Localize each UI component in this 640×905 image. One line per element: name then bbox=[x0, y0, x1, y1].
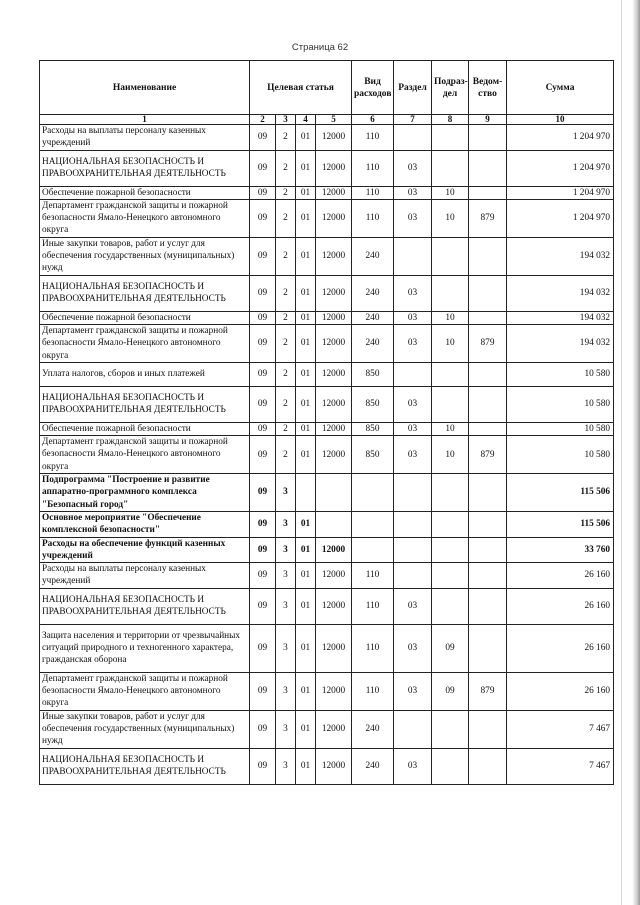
target-code-3: 01 bbox=[296, 237, 316, 275]
target-code-2: 2 bbox=[276, 237, 296, 275]
target-code-3: 01 bbox=[296, 386, 316, 422]
row-sum: 1 204 970 bbox=[507, 150, 614, 186]
target-code-4: 12000 bbox=[316, 125, 352, 151]
target-code-2: 3 bbox=[276, 474, 296, 512]
row-name: Защита населения и территории от чрезвычайных ситуаций природного и техногенного характера, гражданская оборона bbox=[40, 624, 250, 672]
section-code bbox=[394, 710, 432, 748]
expense-type bbox=[352, 474, 394, 512]
row-name: Уплата налогов, сборов и иных платежей bbox=[40, 362, 250, 386]
section-code: 03 bbox=[394, 624, 432, 672]
dept-code bbox=[469, 511, 507, 537]
target-code-3: 01 bbox=[296, 624, 316, 672]
target-code-3: 01 bbox=[296, 186, 316, 199]
column-number: 5 bbox=[316, 115, 352, 125]
subsection-code bbox=[432, 237, 469, 275]
section-code: 03 bbox=[394, 588, 432, 624]
subsection-code bbox=[432, 537, 469, 563]
target-code-4: 12000 bbox=[316, 436, 352, 474]
column-number: 6 bbox=[352, 115, 394, 125]
section-code bbox=[394, 563, 432, 589]
column-number: 9 bbox=[469, 115, 507, 125]
target-code-3: 01 bbox=[296, 710, 316, 748]
target-code-1: 09 bbox=[250, 672, 276, 710]
target-code-3: 01 bbox=[296, 436, 316, 474]
dept-code bbox=[469, 186, 507, 199]
row-name: Иные закупки товаров, работ и услуг для обеспечения государственных (муниципальных) нужд bbox=[40, 710, 250, 748]
expense-type: 850 bbox=[352, 362, 394, 386]
row-name: Основное мероприятие "Обеспечение комплексной безопасности" bbox=[40, 511, 250, 537]
subsection-code bbox=[432, 563, 469, 589]
target-code-1: 09 bbox=[250, 588, 276, 624]
row-sum: 1 204 970 bbox=[507, 186, 614, 199]
subsection-code: 10 bbox=[432, 311, 469, 324]
row-sum: 115 506 bbox=[507, 474, 614, 512]
target-code-2: 2 bbox=[276, 436, 296, 474]
table-row bbox=[40, 275, 614, 311]
dept-code bbox=[469, 748, 507, 784]
row-name: Подпрограмма "Построение и развитие аппаратно-программного комплекса "Безопасный город" bbox=[40, 474, 250, 512]
expense-type: 240 bbox=[352, 311, 394, 324]
section-code bbox=[394, 125, 432, 151]
dept-code bbox=[469, 386, 507, 422]
target-code-4: 12000 bbox=[316, 624, 352, 672]
target-code-3: 01 bbox=[296, 672, 316, 710]
target-code-4 bbox=[316, 474, 352, 512]
target-code-2: 3 bbox=[276, 511, 296, 537]
target-code-1: 09 bbox=[250, 199, 276, 237]
target-code-1: 09 bbox=[250, 436, 276, 474]
target-code-3: 01 bbox=[296, 324, 316, 362]
dept-code bbox=[469, 710, 507, 748]
row-sum: 7 467 bbox=[507, 710, 614, 748]
expense-type: 110 bbox=[352, 588, 394, 624]
subsection-code bbox=[432, 125, 469, 151]
dept-code bbox=[469, 537, 507, 563]
subsection-code: 10 bbox=[432, 186, 469, 199]
table-row bbox=[40, 624, 614, 672]
target-code-3: 01 bbox=[296, 275, 316, 311]
table-row bbox=[40, 748, 614, 784]
target-code-3 bbox=[296, 474, 316, 512]
row-name: Департамент гражданской защиты и пожарной безопасности Ямало-Ненецкого автономного округа bbox=[40, 199, 250, 237]
row-sum: 1 204 970 bbox=[507, 199, 614, 237]
target-code-1: 09 bbox=[250, 422, 276, 435]
dept-code: 879 bbox=[469, 324, 507, 362]
header-row bbox=[40, 61, 614, 115]
section-code: 03 bbox=[394, 186, 432, 199]
row-sum: 33 760 bbox=[507, 537, 614, 563]
table-row bbox=[40, 150, 614, 186]
dept-code bbox=[469, 311, 507, 324]
section-code: 03 bbox=[394, 672, 432, 710]
row-name: НАЦИОНАЛЬНАЯ БЕЗОПАСНОСТЬ И ПРАВООХРАНИТЕЛЬНАЯ ДЕЯТЕЛЬНОСТЬ bbox=[40, 588, 250, 624]
dept-code bbox=[469, 362, 507, 386]
section-code: 03 bbox=[394, 275, 432, 311]
target-code-1: 09 bbox=[250, 237, 276, 275]
subsection-code bbox=[432, 474, 469, 512]
table-row bbox=[40, 474, 614, 512]
row-name: Расходы на выплаты персоналу казенных учреждений bbox=[40, 125, 250, 151]
expense-type: 240 bbox=[352, 710, 394, 748]
dept-code bbox=[469, 588, 507, 624]
target-code-4: 12000 bbox=[316, 199, 352, 237]
row-name: Департамент гражданской защиты и пожарной безопасности Ямало-Ненецкого автономного округа bbox=[40, 672, 250, 710]
target-code-4: 12000 bbox=[316, 672, 352, 710]
column-number: 8 bbox=[432, 115, 469, 125]
target-code-4: 12000 bbox=[316, 563, 352, 589]
row-sum: 194 032 bbox=[507, 324, 614, 362]
column-number: 2 bbox=[250, 115, 276, 125]
scan-edge-line bbox=[621, 0, 622, 905]
target-code-2: 2 bbox=[276, 422, 296, 435]
table-row bbox=[40, 324, 614, 362]
row-sum: 10 580 bbox=[507, 436, 614, 474]
table-row bbox=[40, 563, 614, 589]
dept-code bbox=[469, 125, 507, 151]
target-code-1: 09 bbox=[250, 275, 276, 311]
row-name: НАЦИОНАЛЬНАЯ БЕЗОПАСНОСТЬ И ПРАВООХРАНИТЕЛЬНАЯ ДЕЯТЕЛЬНОСТЬ bbox=[40, 386, 250, 422]
column-number: 4 bbox=[296, 115, 316, 125]
table-row bbox=[40, 386, 614, 422]
header-subsection: Подраз-дел bbox=[432, 61, 469, 115]
target-code-1: 09 bbox=[250, 324, 276, 362]
dept-code bbox=[469, 422, 507, 435]
target-code-1: 09 bbox=[250, 537, 276, 563]
row-name: НАЦИОНАЛЬНАЯ БЕЗОПАСНОСТЬ И ПРАВООХРАНИТЕЛЬНАЯ ДЕЯТЕЛЬНОСТЬ bbox=[40, 150, 250, 186]
subsection-code bbox=[432, 710, 469, 748]
target-code-4: 12000 bbox=[316, 150, 352, 186]
header-target: Целевая статья bbox=[250, 61, 352, 115]
table-row bbox=[40, 125, 614, 151]
expense-type: 110 bbox=[352, 672, 394, 710]
row-name: Обеспечение пожарной безопасности bbox=[40, 311, 250, 324]
target-code-2: 2 bbox=[276, 186, 296, 199]
dept-code bbox=[469, 563, 507, 589]
expense-type: 240 bbox=[352, 748, 394, 784]
subsection-code: 10 bbox=[432, 199, 469, 237]
target-code-1: 09 bbox=[250, 710, 276, 748]
target-code-2: 2 bbox=[276, 199, 296, 237]
target-code-2: 2 bbox=[276, 275, 296, 311]
target-code-2: 2 bbox=[276, 362, 296, 386]
column-number: 7 bbox=[394, 115, 432, 125]
subsection-code: 09 bbox=[432, 672, 469, 710]
dept-code bbox=[469, 150, 507, 186]
table-row bbox=[40, 436, 614, 474]
target-code-1: 09 bbox=[250, 511, 276, 537]
subsection-code bbox=[432, 275, 469, 311]
section-code: 03 bbox=[394, 748, 432, 784]
row-sum: 194 032 bbox=[507, 237, 614, 275]
section-code: 03 bbox=[394, 311, 432, 324]
header-dept: Ведом-ство bbox=[469, 61, 507, 115]
target-code-4: 12000 bbox=[316, 311, 352, 324]
target-code-1: 09 bbox=[250, 125, 276, 151]
target-code-4: 12000 bbox=[316, 588, 352, 624]
subsection-code: 10 bbox=[432, 324, 469, 362]
column-number: 3 bbox=[276, 115, 296, 125]
target-code-2: 3 bbox=[276, 624, 296, 672]
target-code-2: 2 bbox=[276, 324, 296, 362]
row-name: Расходы на обеспечение функций казенных учреждений bbox=[40, 537, 250, 563]
target-code-1: 09 bbox=[250, 624, 276, 672]
section-code bbox=[394, 511, 432, 537]
row-sum: 115 506 bbox=[507, 511, 614, 537]
expense-type: 850 bbox=[352, 422, 394, 435]
target-code-2: 3 bbox=[276, 563, 296, 589]
target-code-3: 01 bbox=[296, 537, 316, 563]
expense-type: 110 bbox=[352, 624, 394, 672]
target-code-1: 09 bbox=[250, 386, 276, 422]
subsection-code bbox=[432, 362, 469, 386]
section-code bbox=[394, 237, 432, 275]
header-name: Наименование bbox=[40, 61, 250, 115]
subsection-code bbox=[432, 588, 469, 624]
row-sum: 7 467 bbox=[507, 748, 614, 784]
expense-type bbox=[352, 537, 394, 563]
column-number: 10 bbox=[507, 115, 614, 125]
target-code-1: 09 bbox=[250, 748, 276, 784]
section-code: 03 bbox=[394, 324, 432, 362]
target-code-3: 01 bbox=[296, 563, 316, 589]
table-row bbox=[40, 362, 614, 386]
target-code-4: 12000 bbox=[316, 386, 352, 422]
target-code-3: 01 bbox=[296, 150, 316, 186]
table-row bbox=[40, 511, 614, 537]
dept-code bbox=[469, 624, 507, 672]
row-sum: 10 580 bbox=[507, 386, 614, 422]
dept-code: 879 bbox=[469, 199, 507, 237]
table-row bbox=[40, 588, 614, 624]
target-code-1: 09 bbox=[250, 474, 276, 512]
expense-type: 110 bbox=[352, 563, 394, 589]
target-code-3: 01 bbox=[296, 511, 316, 537]
row-sum: 1 204 970 bbox=[507, 125, 614, 151]
row-name: Департамент гражданской защиты и пожарной безопасности Ямало-Ненецкого автономного округа bbox=[40, 324, 250, 362]
dept-code bbox=[469, 275, 507, 311]
scan-edge-shadow bbox=[632, 0, 640, 905]
row-name: Департамент гражданской защиты и пожарной безопасности Ямало-Ненецкого автономного округа bbox=[40, 436, 250, 474]
target-code-4: 12000 bbox=[316, 186, 352, 199]
row-sum: 10 580 bbox=[507, 422, 614, 435]
row-sum: 26 160 bbox=[507, 624, 614, 672]
target-code-2: 3 bbox=[276, 588, 296, 624]
expense-type: 110 bbox=[352, 186, 394, 199]
row-name: НАЦИОНАЛЬНАЯ БЕЗОПАСНОСТЬ И ПРАВООХРАНИТЕЛЬНАЯ ДЕЯТЕЛЬНОСТЬ bbox=[40, 275, 250, 311]
expense-type: 110 bbox=[352, 125, 394, 151]
target-code-1: 09 bbox=[250, 563, 276, 589]
target-code-4 bbox=[316, 511, 352, 537]
expense-type: 110 bbox=[352, 150, 394, 186]
row-name: НАЦИОНАЛЬНАЯ БЕЗОПАСНОСТЬ И ПРАВООХРАНИТЕЛЬНАЯ ДЕЯТЕЛЬНОСТЬ bbox=[40, 748, 250, 784]
subsection-code bbox=[432, 150, 469, 186]
column-number-row bbox=[40, 115, 614, 125]
target-code-4: 12000 bbox=[316, 537, 352, 563]
budget-table bbox=[39, 60, 614, 785]
subsection-code bbox=[432, 386, 469, 422]
target-code-2: 3 bbox=[276, 710, 296, 748]
row-sum: 194 032 bbox=[507, 275, 614, 311]
subsection-code: 10 bbox=[432, 436, 469, 474]
column-number: 1 bbox=[40, 115, 250, 125]
section-code: 03 bbox=[394, 422, 432, 435]
expense-type: 850 bbox=[352, 386, 394, 422]
dept-code: 879 bbox=[469, 672, 507, 710]
section-code: 03 bbox=[394, 436, 432, 474]
target-code-4: 12000 bbox=[316, 324, 352, 362]
dept-code: 879 bbox=[469, 436, 507, 474]
target-code-3: 01 bbox=[296, 199, 316, 237]
subsection-code bbox=[432, 748, 469, 784]
expense-type: 240 bbox=[352, 275, 394, 311]
target-code-1: 09 bbox=[250, 150, 276, 186]
table-row bbox=[40, 311, 614, 324]
target-code-3: 01 bbox=[296, 422, 316, 435]
section-code: 03 bbox=[394, 386, 432, 422]
target-code-3: 01 bbox=[296, 362, 316, 386]
row-sum: 26 160 bbox=[507, 672, 614, 710]
subsection-code: 10 bbox=[432, 422, 469, 435]
row-name: Иные закупки товаров, работ и услуг для обеспечения государственных (муниципальных) нужд bbox=[40, 237, 250, 275]
dept-code bbox=[469, 474, 507, 512]
target-code-4: 12000 bbox=[316, 748, 352, 784]
row-sum: 10 580 bbox=[507, 362, 614, 386]
expense-type: 110 bbox=[352, 199, 394, 237]
row-name: Обеспечение пожарной безопасности bbox=[40, 422, 250, 435]
target-code-1: 09 bbox=[250, 186, 276, 199]
target-code-2: 2 bbox=[276, 386, 296, 422]
header-sum: Сумма bbox=[507, 61, 614, 115]
table-row bbox=[40, 237, 614, 275]
section-code: 03 bbox=[394, 199, 432, 237]
target-code-1: 09 bbox=[250, 311, 276, 324]
target-code-2: 3 bbox=[276, 672, 296, 710]
target-code-3: 01 bbox=[296, 311, 316, 324]
row-name: Обеспечение пожарной безопасности bbox=[40, 186, 250, 199]
target-code-4: 12000 bbox=[316, 275, 352, 311]
target-code-2: 2 bbox=[276, 311, 296, 324]
header-type: Вид расходов bbox=[352, 61, 394, 115]
section-code bbox=[394, 537, 432, 563]
row-sum: 26 160 bbox=[507, 563, 614, 589]
row-sum: 26 160 bbox=[507, 588, 614, 624]
target-code-4: 12000 bbox=[316, 710, 352, 748]
table-row bbox=[40, 672, 614, 710]
table-row bbox=[40, 710, 614, 748]
target-code-2: 2 bbox=[276, 150, 296, 186]
target-code-3: 01 bbox=[296, 588, 316, 624]
target-code-4: 12000 bbox=[316, 362, 352, 386]
section-code bbox=[394, 474, 432, 512]
table-row bbox=[40, 422, 614, 435]
header-section: Раздел bbox=[394, 61, 432, 115]
target-code-1: 09 bbox=[250, 362, 276, 386]
target-code-3: 01 bbox=[296, 125, 316, 151]
target-code-2: 2 bbox=[276, 125, 296, 151]
expense-type bbox=[352, 511, 394, 537]
section-code bbox=[394, 362, 432, 386]
target-code-2: 3 bbox=[276, 748, 296, 784]
expense-type: 240 bbox=[352, 324, 394, 362]
target-code-2: 3 bbox=[276, 537, 296, 563]
target-code-4: 12000 bbox=[316, 422, 352, 435]
target-code-4: 12000 bbox=[316, 237, 352, 275]
section-code: 03 bbox=[394, 150, 432, 186]
table-row bbox=[40, 537, 614, 563]
row-sum: 194 032 bbox=[507, 311, 614, 324]
table-row bbox=[40, 199, 614, 237]
subsection-code: 09 bbox=[432, 624, 469, 672]
table-row bbox=[40, 186, 614, 199]
target-code-3: 01 bbox=[296, 748, 316, 784]
page-label: Страница 62 bbox=[291, 42, 349, 53]
row-name: Расходы на выплаты персоналу казенных учреждений bbox=[40, 563, 250, 589]
dept-code bbox=[469, 237, 507, 275]
expense-type: 240 bbox=[352, 237, 394, 275]
subsection-code bbox=[432, 511, 469, 537]
expense-type: 850 bbox=[352, 436, 394, 474]
